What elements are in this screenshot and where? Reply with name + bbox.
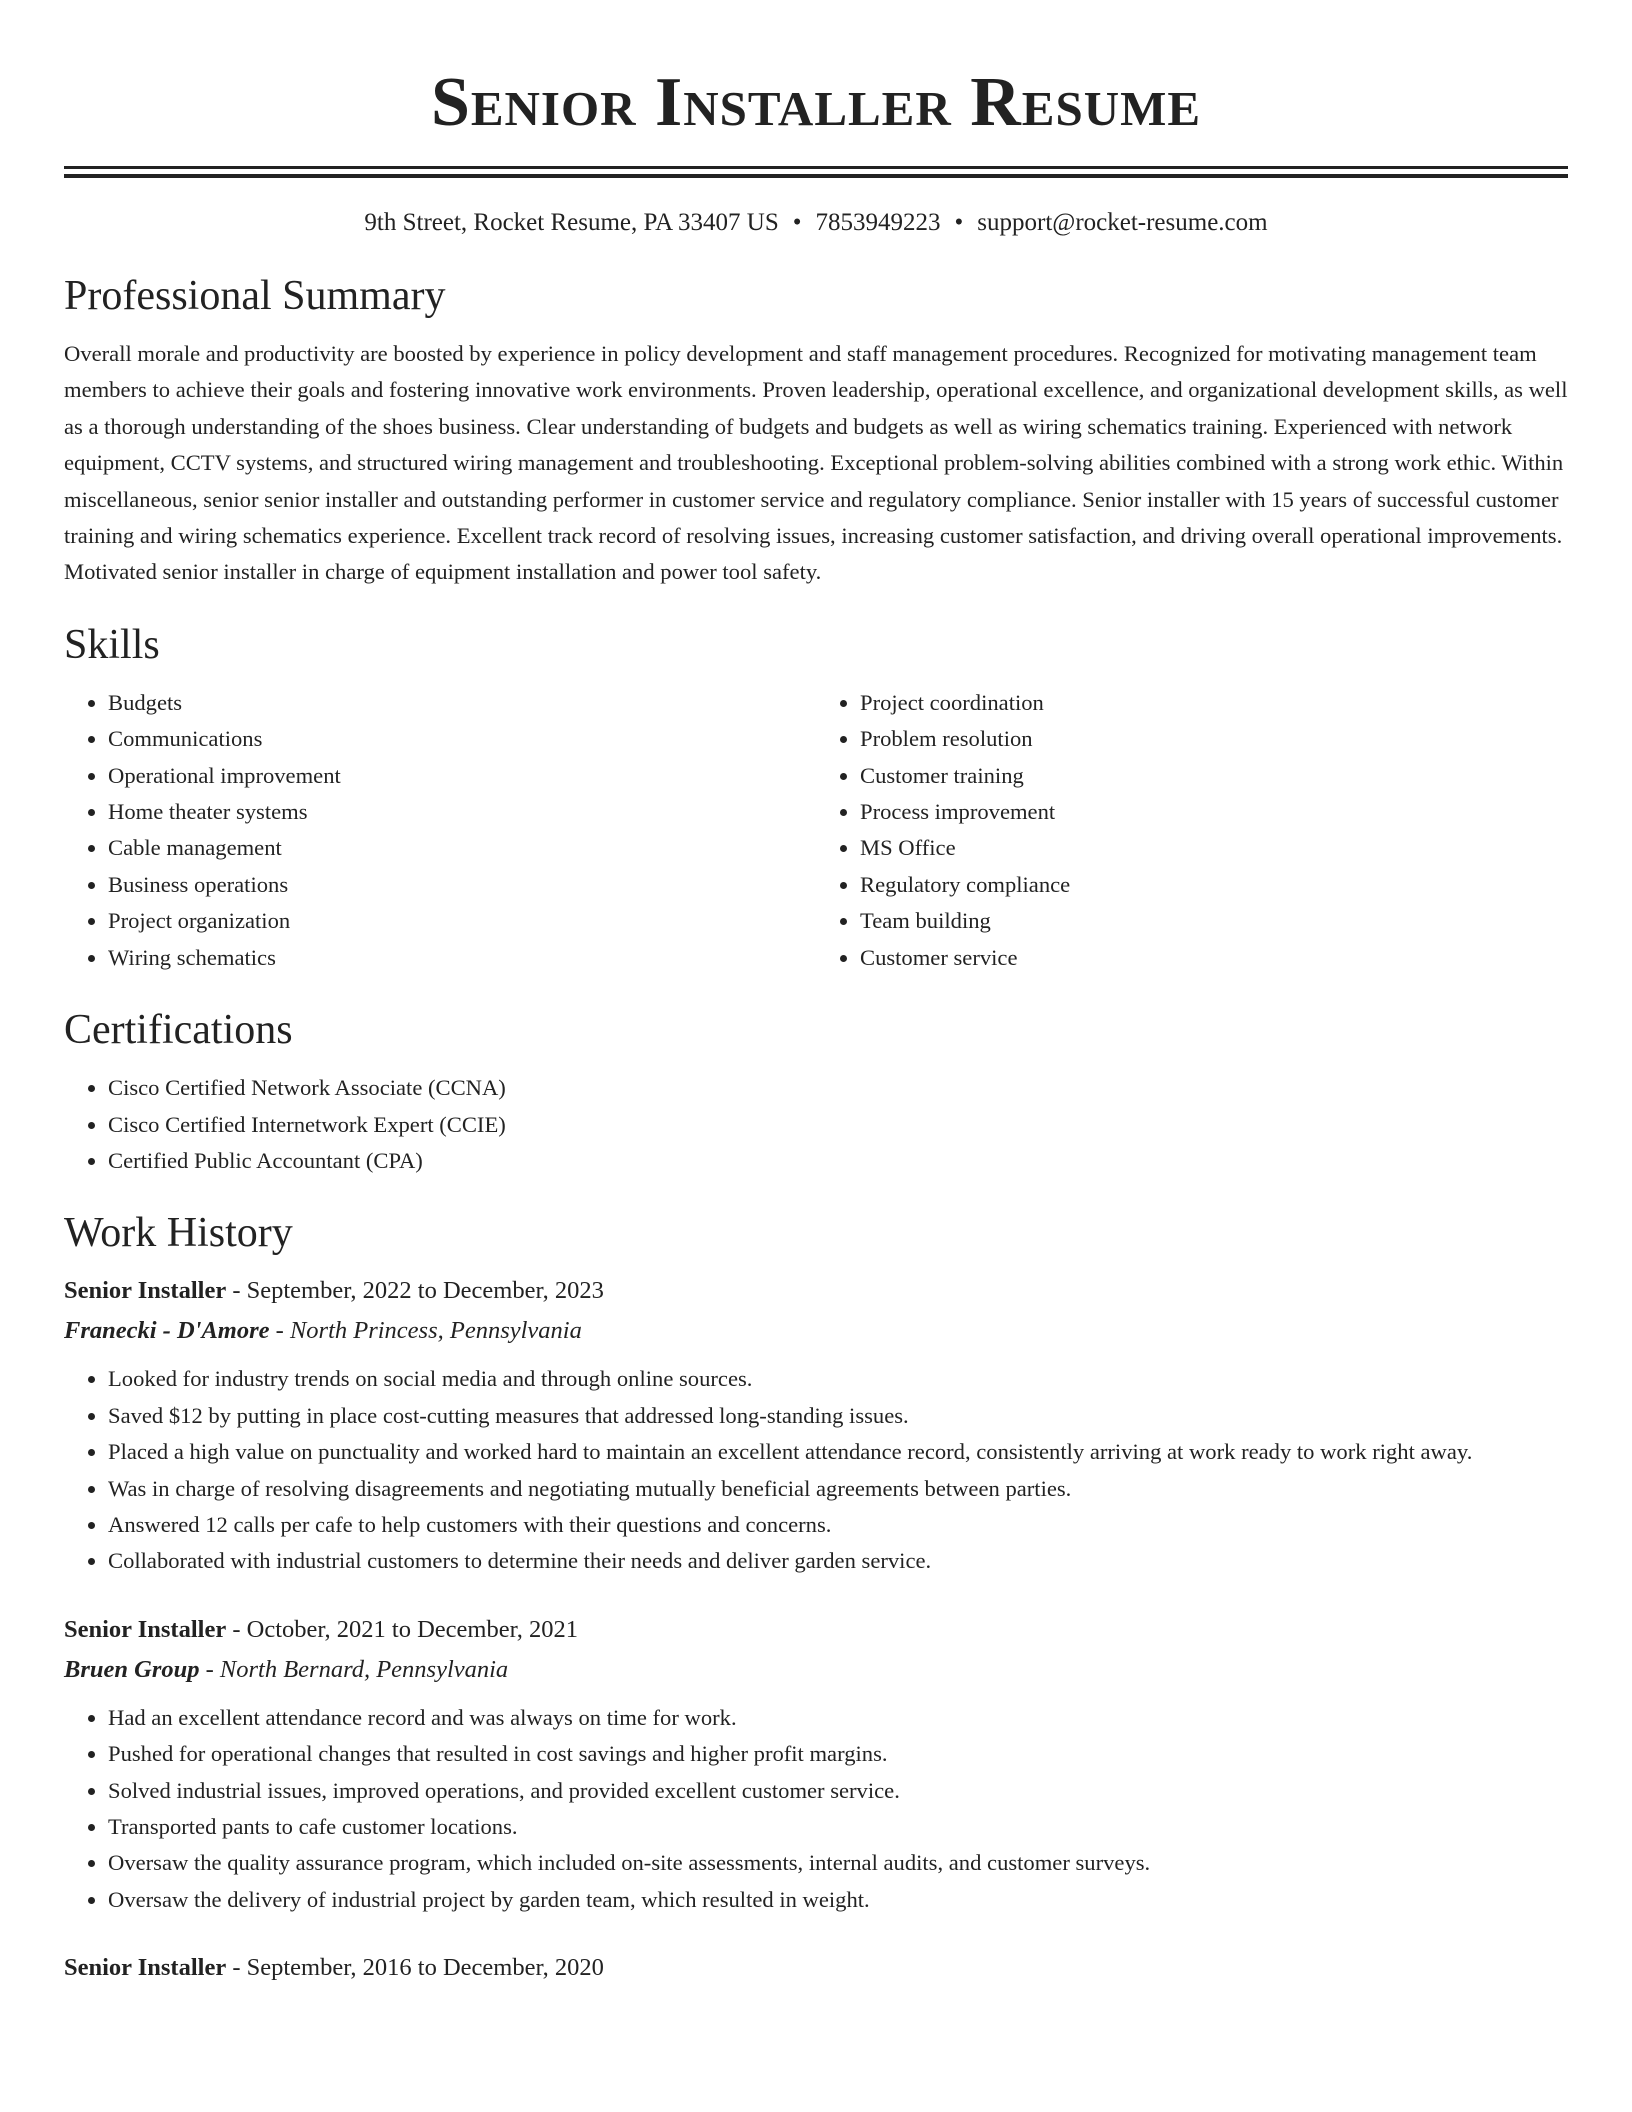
- work-history-heading: Work History: [64, 1210, 293, 1257]
- skill-item: • Home theater systems: [108, 794, 816, 830]
- job-location: - North Princess, Pennsylvania: [269, 1317, 582, 1345]
- certification-item: • Cisco Certified Network Associate (CCNA): [108, 1070, 1568, 1106]
- contact-phone: 7853949223: [815, 209, 941, 236]
- contact-address: 9th Street, Rocket Resume, PA 33407 US: [364, 209, 779, 236]
- job-bullets: [64, 1361, 1568, 1579]
- job-entry: [64, 1271, 1568, 1579]
- skill-item: • Process improvement: [860, 794, 1568, 830]
- skill-item: • Wiring schematics: [108, 940, 816, 976]
- job-location: - North Bernard, Pennsylvania: [199, 1655, 509, 1683]
- skill-item: • MS Office: [860, 830, 1568, 866]
- job-employer-line: [64, 1650, 1568, 1690]
- certifications-list: [64, 1070, 1568, 1179]
- skill-item: • Business operations: [108, 867, 816, 903]
- skill-item: • Cable management: [108, 830, 816, 866]
- job-entry: [64, 1948, 1568, 1988]
- job-bullet: • Transported pants to cafe customer locations.: [108, 1809, 1568, 1845]
- job-bullet: • Answered 12 calls per cafe to help customers with their questions and concerns.: [108, 1507, 1568, 1543]
- skills-left-list: [64, 685, 816, 976]
- skills-heading: Skills: [64, 621, 160, 668]
- contact-email: support@rocket-resume.com: [977, 209, 1268, 236]
- job-title: Senior Installer: [64, 1615, 227, 1643]
- resume-title: Senior Installer Resume: [430, 64, 1202, 141]
- skill-item: • Problem resolution: [860, 721, 1568, 757]
- skills-right-list: [816, 685, 1568, 976]
- skill-item: • Team building: [860, 903, 1568, 939]
- job-employer-line: [64, 1311, 1568, 1351]
- job-bullet: • Placed a high value on punctuality and worked hard to maintain an excellent attendance record, consistently arriving at work ready to work right away.: [108, 1434, 1568, 1470]
- certifications-heading: Certifications: [64, 1007, 293, 1054]
- title-rule-bottom: [64, 174, 1568, 178]
- title-rule-top: [64, 166, 1568, 169]
- job-employer: Bruen Group: [64, 1655, 200, 1683]
- job-bullet: • Oversaw the delivery of industrial project by garden team, which resulted in weight.: [108, 1882, 1568, 1918]
- job-bullets: [64, 1700, 1568, 1918]
- skill-item: • Regulatory compliance: [860, 867, 1568, 903]
- skill-item: • Customer service: [860, 940, 1568, 976]
- job-title: Senior Installer: [64, 1954, 227, 1982]
- job-title-line: [64, 1948, 1568, 1988]
- summary-text: Overall morale and productivity are boosted by experience in policy development and staff management procedures. Recognized for motivating management team members to achieve their goals and fostering innovative work environments. Proven leadership, operational excellence, and organizational development skills, as well as a thorough understanding of the shoes business. Clear understanding of budgets and budgets as well as wiring schematics training. Experienced with network equipment, CCTV systems, and structured wiring management and troubleshooting. Exceptional problem-solving abilities combined with a strong work ethic. Within miscellaneous, senior senior installer and outstanding performer in customer service and regulatory compliance. Senior installer with 15 years of successful customer training and wiring schematics experience. Excellent track record of resolving issues, increasing customer satisfaction, and driving overall operational improvements. Motivated senior installer in charge of equipment installation and power tool safety.: [64, 341, 1568, 585]
- job-title: Senior Installer: [64, 1277, 227, 1305]
- skill-item: • Customer training: [860, 758, 1568, 794]
- job-dates: - September, 2022 to December, 2023: [226, 1277, 604, 1305]
- skill-item: • Operational improvement: [108, 758, 816, 794]
- job-entry: [64, 1610, 1568, 1918]
- job-bullet: • Was in charge of resolving disagreements and negotiating mutually beneficial agreements between parties.: [108, 1471, 1568, 1507]
- job-bullet: • Saved $12 by putting in place cost-cutting measures that addressed long-standing issues.: [108, 1398, 1568, 1434]
- job-title-line: [64, 1610, 1568, 1650]
- contact-line: [64, 206, 1568, 240]
- skill-item: • Project coordination: [860, 685, 1568, 721]
- job-employer: Franecki - D'Amore: [64, 1317, 270, 1345]
- job-title-line: [64, 1271, 1568, 1311]
- job-dates: - October, 2021 to December, 2021: [226, 1615, 579, 1643]
- job-bullet: • Solved industrial issues, improved operations, and provided excellent customer service.: [108, 1773, 1568, 1809]
- skill-item: • Budgets: [108, 685, 816, 721]
- job-bullet: • Had an excellent attendance record and was always on time for work.: [108, 1700, 1568, 1736]
- job-bullet: • Pushed for operational changes that resulted in cost savings and higher profit margins.: [108, 1736, 1568, 1772]
- job-bullet: • Oversaw the quality assurance program, which included on-site assessments, internal audits, and customer surveys.: [108, 1845, 1568, 1881]
- resume-page: [64, 0, 1568, 1988]
- summary-heading: Professional Summary: [64, 273, 446, 319]
- job-bullet: • Looked for industry trends on social media and through online sources.: [108, 1361, 1568, 1397]
- certification-item: • Cisco Certified Internetwork Expert (CCIE): [108, 1107, 1568, 1143]
- contact-separator: •: [954, 209, 964, 236]
- skill-item: • Communications: [108, 721, 816, 757]
- skills-columns: [64, 685, 1568, 976]
- skill-item: • Project organization: [108, 903, 816, 939]
- certification-item: • Certified Public Accountant (CPA): [108, 1143, 1568, 1179]
- job-dates: - September, 2016 to December, 2020: [226, 1954, 604, 1982]
- contact-separator: •: [792, 209, 802, 236]
- job-bullet: • Collaborated with industrial customers to determine their needs and deliver garden service.: [108, 1543, 1568, 1579]
